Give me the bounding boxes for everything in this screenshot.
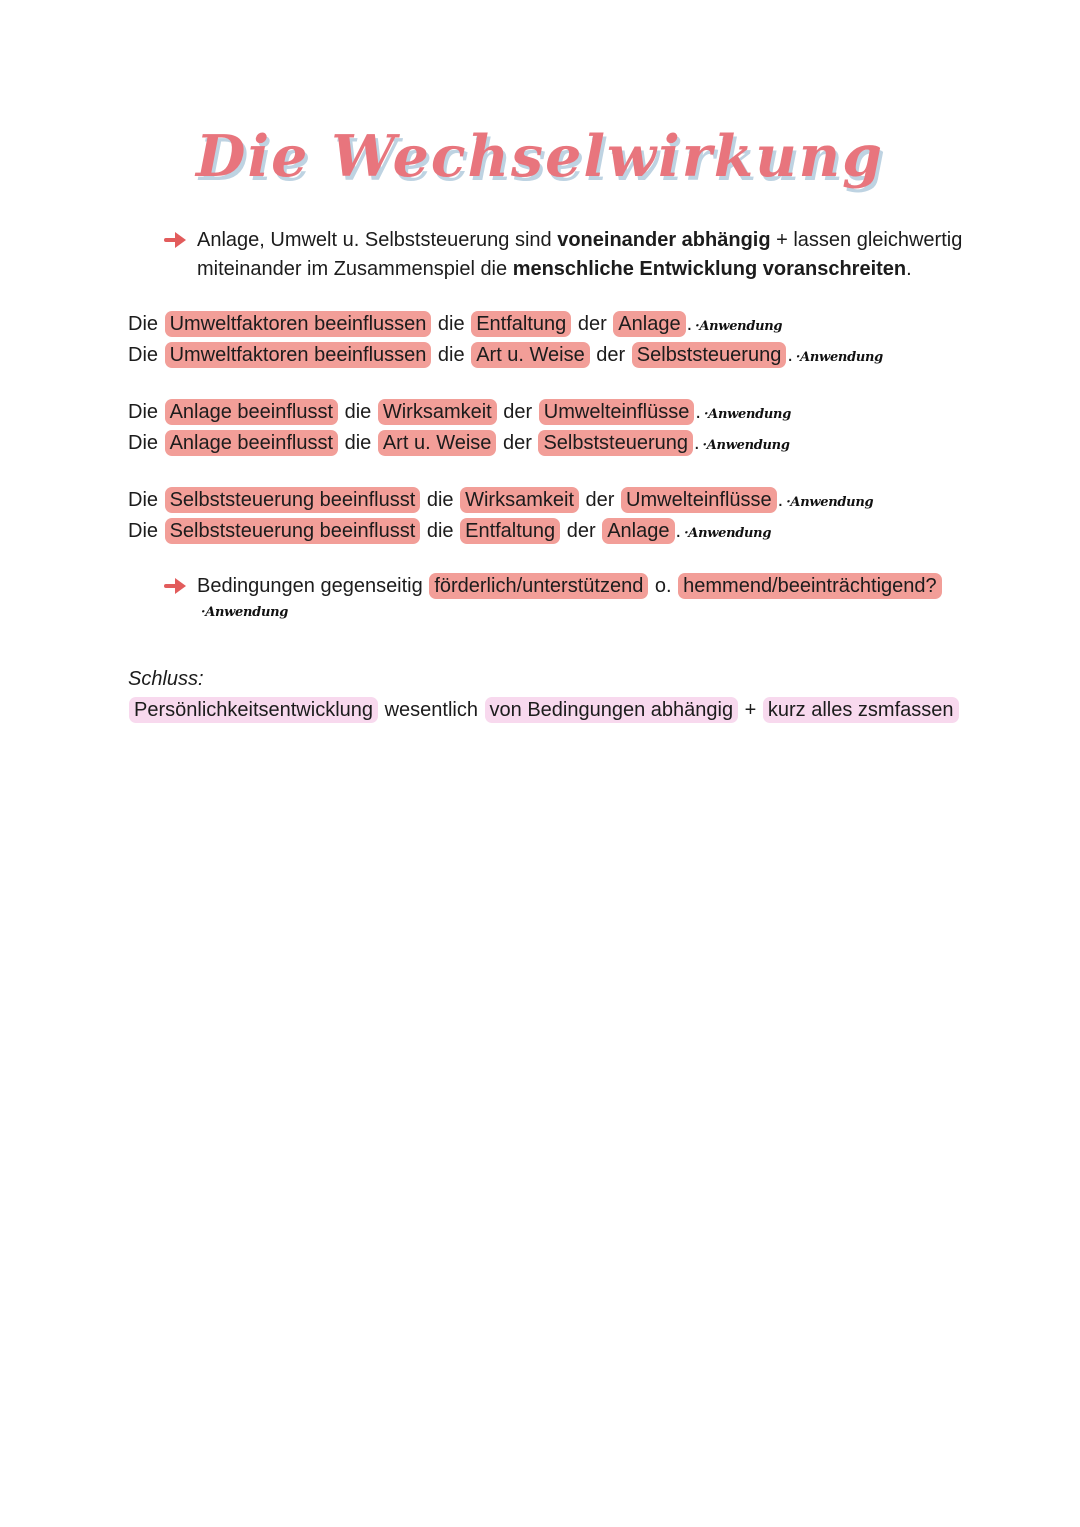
- highlighted-text: Anlage beeinflusst: [165, 399, 338, 425]
- text-segment: Die: [128, 400, 164, 423]
- text-segment: Bedingungen gegenseitig: [197, 574, 429, 597]
- arrow-right-icon: [163, 226, 197, 254]
- question-text: [197, 572, 943, 601]
- statement-groups: [128, 310, 1020, 548]
- intro-text: [197, 226, 962, 284]
- bold-text: voneinander abhängig: [557, 228, 771, 251]
- text-segment: .: [777, 488, 784, 511]
- handwritten-annotation: ·Anwendung: [703, 406, 791, 422]
- handwritten-annotation: ·Anwendung: [786, 494, 874, 510]
- highlighted-text: Anlage: [602, 518, 674, 544]
- highlighted-text: Wirksamkeit: [460, 487, 579, 513]
- text-segment: Die: [128, 431, 164, 454]
- handwritten-annotation: ·Anwendung: [684, 525, 772, 541]
- highlighted-text: Umwelteinflüsse: [539, 399, 695, 425]
- text-segment: die: [421, 519, 460, 542]
- statement-line: [128, 429, 1020, 460]
- highlighted-text: Entfaltung: [460, 518, 560, 544]
- handwritten-annotation: ·Anwendung: [201, 604, 289, 620]
- highlighted-text: von Bedingungen abhängig: [485, 697, 739, 723]
- text-segment: Die: [128, 519, 164, 542]
- statement-line: [128, 341, 1020, 372]
- text-segment: .: [675, 519, 682, 542]
- text-segment: wesentlich: [379, 698, 484, 721]
- statement-line: [128, 517, 1020, 548]
- text-segment: der: [497, 400, 538, 423]
- statement-group: [128, 310, 1020, 372]
- statement-line: [128, 486, 1020, 517]
- text-segment: die: [339, 400, 377, 423]
- text-segment: der: [572, 312, 613, 335]
- highlighted-text: Selbststeuerung beeinflusst: [165, 487, 421, 513]
- page-title: Die Wechselwirkung: [196, 123, 884, 190]
- intro-bullet: [163, 226, 1000, 284]
- text-segment: die: [339, 431, 377, 454]
- text-segment: .: [787, 343, 793, 366]
- highlighted-text: Selbststeuerung: [538, 430, 693, 456]
- handwritten-annotation: ·Anwendung: [695, 318, 783, 334]
- intro-line: [197, 226, 962, 255]
- text-segment: + lassen gleichwertig: [770, 228, 963, 251]
- statement-line: [128, 310, 1020, 341]
- highlighted-text: Umweltfaktoren beeinflussen: [165, 311, 432, 337]
- conclusion-heading: Schluss:: [128, 667, 204, 690]
- highlighted-text: Anlage beeinflusst: [165, 430, 338, 456]
- highlighted-text: Art u. Weise: [378, 430, 497, 456]
- highlighted-text: Persönlichkeitsentwicklung: [129, 697, 378, 723]
- text-segment: .: [695, 400, 701, 423]
- highlighted-text: Anlage: [613, 311, 685, 337]
- statement-line: [128, 398, 1020, 429]
- text-segment: o.: [649, 574, 678, 597]
- highlighted-text: Selbststeuerung beeinflusst: [165, 518, 421, 544]
- text-segment: der: [590, 343, 631, 366]
- highlighted-text: Art u. Weise: [471, 342, 590, 368]
- highlighted-text: förderlich/unterstützend: [429, 573, 648, 599]
- text-segment: .: [906, 257, 912, 280]
- question-bullet: [163, 572, 1000, 627]
- text-segment: Anlage, Umwelt u. Selbststeuerung sind: [197, 228, 558, 251]
- bold-text: menschliche Entwicklung voranschreiten: [512, 257, 907, 280]
- text-segment: Die: [128, 343, 164, 366]
- text-segment: der: [580, 488, 621, 511]
- text-segment: Die: [128, 312, 164, 335]
- conclusion-text: [128, 695, 1020, 725]
- highlighted-text: Entfaltung: [471, 311, 571, 337]
- arrow-right-icon: [163, 572, 197, 600]
- highlighted-text: Umwelteinflüsse: [621, 487, 777, 513]
- text-segment: die: [432, 343, 471, 366]
- statement-group: [128, 398, 1020, 460]
- highlighted-text: Wirksamkeit: [378, 399, 497, 425]
- text-segment: der: [497, 431, 538, 454]
- handwritten-annotation: ·Anwendung: [702, 437, 790, 453]
- text-segment: .: [693, 431, 700, 454]
- text-segment: .: [686, 312, 693, 335]
- text-segment: Die: [128, 488, 164, 511]
- highlighted-text: Selbststeuerung: [632, 342, 787, 368]
- text-segment: der: [561, 519, 602, 542]
- highlighted-text: hemmend/beeinträchtigend?: [678, 573, 942, 599]
- text-segment: die: [432, 312, 471, 335]
- statement-group: [128, 486, 1020, 548]
- conclusion-section: [128, 665, 1020, 725]
- text-segment: die: [421, 488, 460, 511]
- highlighted-text: Umweltfaktoren beeinflussen: [165, 342, 432, 368]
- intro-line: [197, 255, 962, 284]
- highlighted-text: kurz alles zsmfassen: [763, 697, 959, 723]
- text-segment: +: [739, 698, 762, 721]
- handwritten-annotation: ·Anwendung: [795, 349, 883, 365]
- text-segment: miteinander im Zusammenspiel die: [197, 257, 513, 280]
